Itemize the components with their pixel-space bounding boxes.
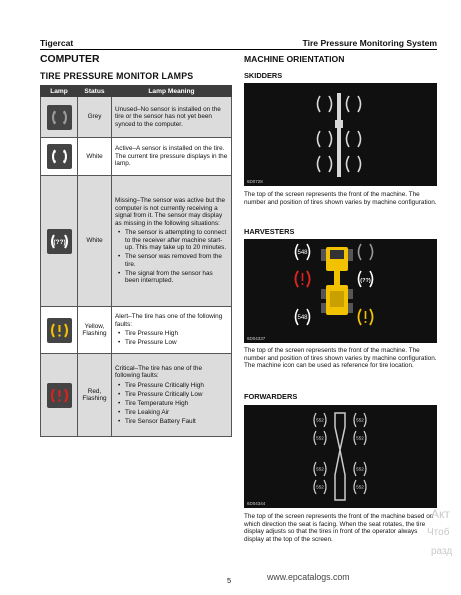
header-status: Status xyxy=(78,86,112,97)
meaning-text: Alert–The tire has one of the following faults: xyxy=(115,313,223,328)
meaning-cell xyxy=(112,354,232,437)
meaning-list xyxy=(115,330,228,346)
svg-text:(??): (??) xyxy=(360,278,371,284)
list-item: • Tire Temperature High xyxy=(115,400,228,407)
meaning-text: Missing–The sensor was active but the computer is not currently receiving a signal from it. The sensor may display as missing in the following situations: xyxy=(115,197,226,227)
status-cell: White xyxy=(78,176,112,307)
section-subtitle: TIRE PRESSURE MONITOR LAMPS xyxy=(40,71,194,81)
table-row xyxy=(41,138,232,176)
harvesters-caption: The top of the screen represents the front of the machine. The number and position of tires shown varies by machine configuration. The machine icon can be used as reference for tire location. xyxy=(244,347,437,370)
list-item: • Tire Pressure Critically Low xyxy=(115,391,228,398)
header-lamp: Lamp xyxy=(41,86,78,97)
table-row xyxy=(41,97,232,138)
lamp-table xyxy=(40,85,232,437)
forwarder-value: 552 xyxy=(356,417,364,423)
forwarder-value: 552 xyxy=(356,484,364,490)
skidders-screen xyxy=(244,83,437,186)
forwarder-value: 552 xyxy=(316,484,324,490)
forwarder-value: 552 xyxy=(316,435,324,441)
status-cell: White xyxy=(78,138,112,176)
header-title: Tire Pressure Monitoring System xyxy=(302,38,437,48)
harvester-value: 548 xyxy=(297,315,308,321)
list-item: • The sensor is attempting to connect to the receiver after machine start-up. This may take up to 20 minutes. xyxy=(115,229,228,251)
harvesters-label: HARVESTERS xyxy=(244,227,295,236)
list-item: • The sensor was removed from the tire. xyxy=(115,253,228,268)
harvesters-tag: 6D04337 xyxy=(247,336,266,341)
forwarder-value: 552 xyxy=(356,435,364,441)
watermark-link[interactable]: www.epcatalogs.com xyxy=(267,572,350,582)
critical-tire-icon xyxy=(47,383,72,408)
harvester-value: 548 xyxy=(297,250,308,256)
table-header-row xyxy=(41,86,232,97)
harvesters-screen xyxy=(244,239,437,343)
header-brand: Tigercat xyxy=(40,38,74,48)
page-number: 5 xyxy=(227,576,232,585)
meaning-list xyxy=(115,229,228,284)
overlay-text: Акт xyxy=(431,507,450,521)
forwarders-label: FORWARDERS xyxy=(244,392,298,401)
forwarders-caption: The top of the screen represents the front of the machine based on which direction the seat is facing. When the seat rotates, the tire display adjusts so that the tires in front of the operator always display at the top of the screen. xyxy=(244,513,434,544)
forwarder-value: 552 xyxy=(316,466,324,472)
forwarders-tag: 6D04344 xyxy=(247,501,266,506)
table-row xyxy=(41,354,232,437)
meaning-cell xyxy=(112,307,232,354)
meaning-cell xyxy=(112,176,232,307)
meaning-cell xyxy=(112,97,232,138)
header-divider xyxy=(40,49,437,50)
table-row xyxy=(41,176,232,307)
list-item: • Tire Pressure Critically High xyxy=(115,382,228,389)
list-item: • Tire Sensor Battery Fault xyxy=(115,418,228,425)
svg-text:(??): (??) xyxy=(52,238,66,246)
skidders-tag: 6D0728 xyxy=(247,179,263,184)
overlay-text: Чтоб xyxy=(427,527,450,538)
forwarder-value: 552 xyxy=(316,417,324,423)
forwarder-value: 552 xyxy=(356,466,364,472)
orientation-title: MACHINE ORIENTATION xyxy=(244,54,345,64)
list-item: • Tire Pressure High xyxy=(115,330,228,337)
header-meaning: Lamp Meaning xyxy=(112,86,232,97)
skidders-label: SKIDDERS xyxy=(244,71,283,80)
white-tire-icon xyxy=(47,144,72,169)
skidders-caption: The top of the screen represents the front of the machine. The number and position of tires shown varies by machine configuration. xyxy=(244,191,437,206)
meaning-list xyxy=(115,382,228,425)
table-row xyxy=(41,307,232,354)
list-item: • The signal from the sensor has been interrupted. xyxy=(115,270,228,285)
missing-tire-icon xyxy=(47,229,72,254)
meaning-text: Critical–The tire has one of the following faults: xyxy=(115,364,203,380)
alert-tire-icon xyxy=(47,318,72,343)
status-cell: Yellow, Flashing xyxy=(78,307,112,354)
status-cell: Grey xyxy=(78,97,112,138)
section-title: COMPUTER xyxy=(40,54,100,65)
forwarders-screen xyxy=(244,405,437,508)
status-cell: Red, Flashing xyxy=(78,354,112,437)
grey-tire-icon xyxy=(47,105,72,130)
meaning-text: Active–A sensor is installed on the tire. The current tire pressure displays in the lamp. xyxy=(115,145,228,168)
harvester-machine-icon xyxy=(321,247,353,315)
meaning-text: Unused–No sensor is installed on the tire or the sensor has not yet been synced to the computer. xyxy=(115,105,221,128)
overlay-text: разд xyxy=(431,546,453,557)
list-item: • Tire Leaking Air xyxy=(115,409,228,416)
meaning-cell xyxy=(112,138,232,176)
list-item: • Tire Pressure Low xyxy=(115,339,228,346)
